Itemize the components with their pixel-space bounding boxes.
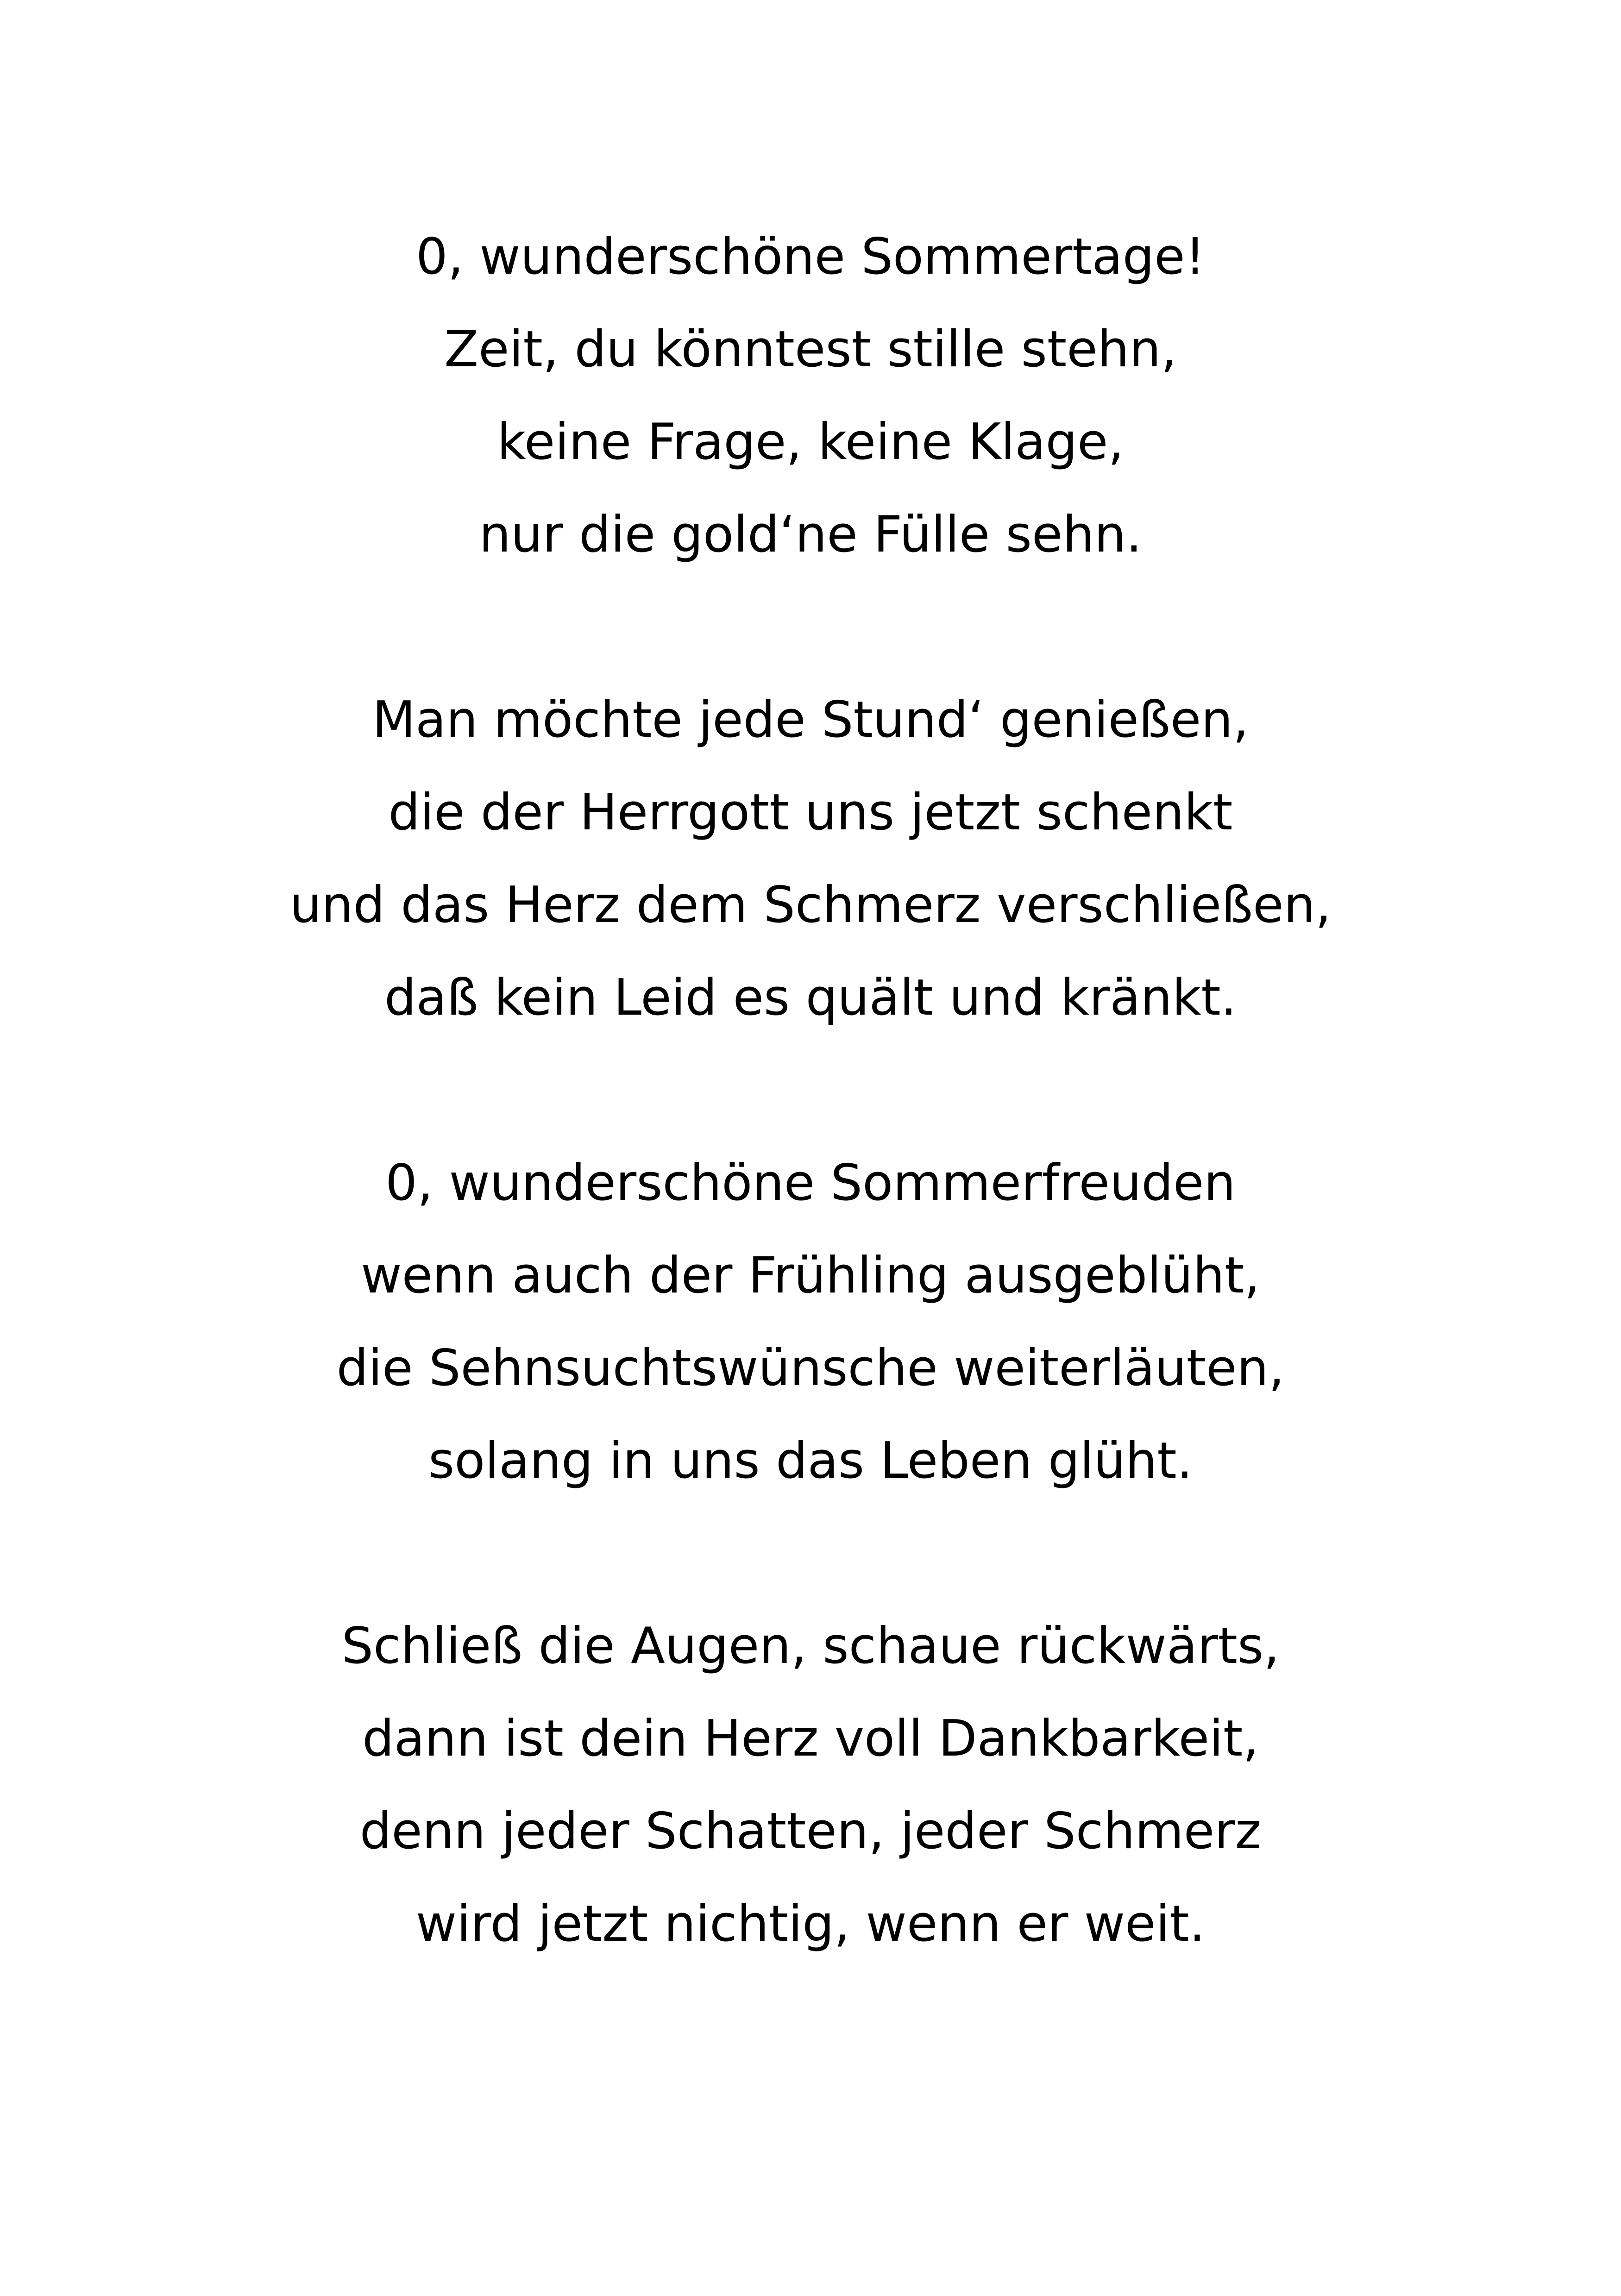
poem-line: keine Frage, keine Klage, bbox=[497, 413, 1124, 471]
poem-line: wenn auch der Frühling ausgeblüht, bbox=[361, 1247, 1260, 1305]
poem-line: denn jeder Schatten, jeder Schmerz bbox=[359, 1802, 1262, 1860]
poem-line: wird jetzt nichtig, wenn er weit. bbox=[415, 1895, 1206, 1953]
poem-line: 0, wunderschöne Sommerfreuden bbox=[385, 1154, 1236, 1212]
poem-line: die Sehnsuchtswünsche weiterläuten, bbox=[336, 1339, 1285, 1397]
stanza-4 bbox=[0, 1600, 1621, 1970]
stanza-3 bbox=[0, 1137, 1621, 1507]
poem-line: Man möchte jede Stund‘ genießen, bbox=[372, 691, 1249, 749]
poem-line: nur die gold‘ne Fülle sehn. bbox=[479, 506, 1142, 564]
stanza-1 bbox=[0, 211, 1621, 581]
poem-line: und das Herz dem Schmerz verschließen, bbox=[289, 876, 1332, 934]
poem-line: daß kein Leid es quält und kränkt. bbox=[384, 969, 1237, 1027]
poem-line: die der Herrgott uns jetzt schenkt bbox=[388, 784, 1233, 841]
poem-line: Schließ die Augen, schaue rückwärts, bbox=[341, 1617, 1280, 1675]
poem-line: dann ist dein Herz voll Dankbarkeit, bbox=[362, 1710, 1259, 1768]
stanza-2 bbox=[0, 674, 1621, 1044]
poem-line: solang in uns das Leben glüht. bbox=[428, 1432, 1193, 1490]
poem-line: Zeit, du könntest stille stehn, bbox=[444, 320, 1177, 378]
poem bbox=[0, 211, 1621, 1970]
poem-line: 0, wunderschöne Sommertage! bbox=[415, 228, 1206, 286]
